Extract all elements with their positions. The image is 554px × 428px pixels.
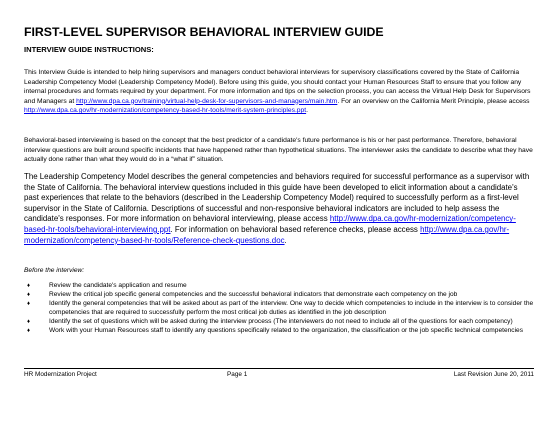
diamond-bullet-icon: ♦: [27, 283, 31, 289]
list-item: [24, 318, 534, 327]
footer-revision-date: Last Revision June 20, 2011: [453, 371, 534, 378]
intro-text-a: This Interview Guide is intended to help hiring supervisors and managers conduct behavioral interviews for supervisory classifications covered by the State of California Leadership Competency Model (Leadership Competency Model). Before using this guide, you should contact your Human Resources Staff to ensure that you follow any internal procedures and formats required by your department. For more information and tips on the selection process, you can access the Virtual Help Desk for Supervisors and Managers at: [24, 69, 531, 105]
competency-text-c: .: [284, 235, 287, 245]
instructions-heading: INTERVIEW GUIDE INSTRUCTIONS:: [24, 45, 154, 54]
diamond-bullet-icon: ♦: [27, 300, 31, 307]
list-item: [24, 291, 534, 300]
list-item: [24, 282, 534, 291]
list-item: [24, 327, 534, 336]
behavioral-interviewing-link[interactable]: http://www.dpa.ca.gov/hr-modernization/competency-based-hr-tools/behavioral-interviewing.ppt: [24, 214, 516, 234]
document-page: [24, 0, 534, 428]
before-interview-heading: Before the interview:: [24, 267, 85, 274]
page-title: FIRST-LEVEL SUPERVISOR BEHAVIORAL INTERVIEW GUIDE: [24, 25, 384, 39]
list-item: [24, 300, 534, 317]
footer-project-name: HR Modernization Project: [24, 371, 97, 378]
list-item-text: Review the critical job specific general competencies and the successful behavioral indicators that demonstrate each competency on the job: [49, 290, 458, 298]
list-item-text: Work with your Human Resources staff to identify any questions specifically related to the organization, the classification or the job specific technical competencies: [49, 326, 524, 334]
list-item-text: Review the candidate's application and resume: [49, 282, 187, 289]
list-item-text: Identify the general competencies that will be asked about as part of the interview. One way to decide which competencies to include in the interview is to consider the competencies that are required to successfully perform the most critical job duties as identified in the job description: [49, 299, 534, 316]
competency-text-b: . For information on behavioral based reference checks, please access: [170, 224, 421, 234]
intro-paragraph: [24, 68, 534, 116]
intro-text-c: .: [306, 107, 308, 114]
behavioral-paragraph: Behavioral-based interviewing is based on the concept that the best predictor of a candidate's future performance is his or her past performance. Therefore, behavioral interview questions are built around specific incidents that have happened rather than hypothetical situations. The interviewer asks the candidate to describe what they have actually done rather than what they would do in a “what if” situation.: [24, 137, 533, 163]
diamond-bullet-icon: ♦: [27, 327, 31, 334]
footer-page-number: Page 1: [227, 371, 248, 378]
virtual-help-desk-link[interactable]: http://www.dpa.ca.gov/training/virtual-help-desk-for-supervisors-and-managers/main.htm: [76, 97, 338, 105]
competency-text-a: The Leadership Competency Model describes the general competencies and behaviors required for successful performance as a supervisor with the State of California. The behavioral interview questions included in this guide have been developed to elicit information about a candidate's past experiences that relate to the behaviors (described in the Leadership Competency Model) required to successfully perform as a first-level supervisor in the State of California. Descriptions of successful and non-responsive behavioral indicators are included to help assess the candidate's responses. For more information on behavioral interviewing, please access: [24, 172, 530, 224]
intro-text-b: . For an overview on the California Merit Principle, please access: [337, 97, 530, 105]
reference-check-link[interactable]: http://www.dpa.ca.gov/hr-modernization/competency-based-hr-tools/Reference-check-questions.doc: [24, 224, 510, 245]
diamond-bullet-icon: ♦: [27, 291, 31, 298]
competency-paragraph: [24, 172, 534, 246]
merit-principle-link[interactable]: http://www.dpa.ca.gov/hr-modernization/competency-based-hr-tools/merit-system-principles.ppt: [24, 107, 307, 114]
before-interview-list: [24, 282, 534, 336]
list-item-text: Identify the set of questions which will be asked during the interview process (The interviewers do not need to include all of the questions for each competency): [49, 317, 513, 325]
page-footer: [24, 368, 534, 379]
diamond-bullet-icon: ♦: [27, 318, 31, 325]
